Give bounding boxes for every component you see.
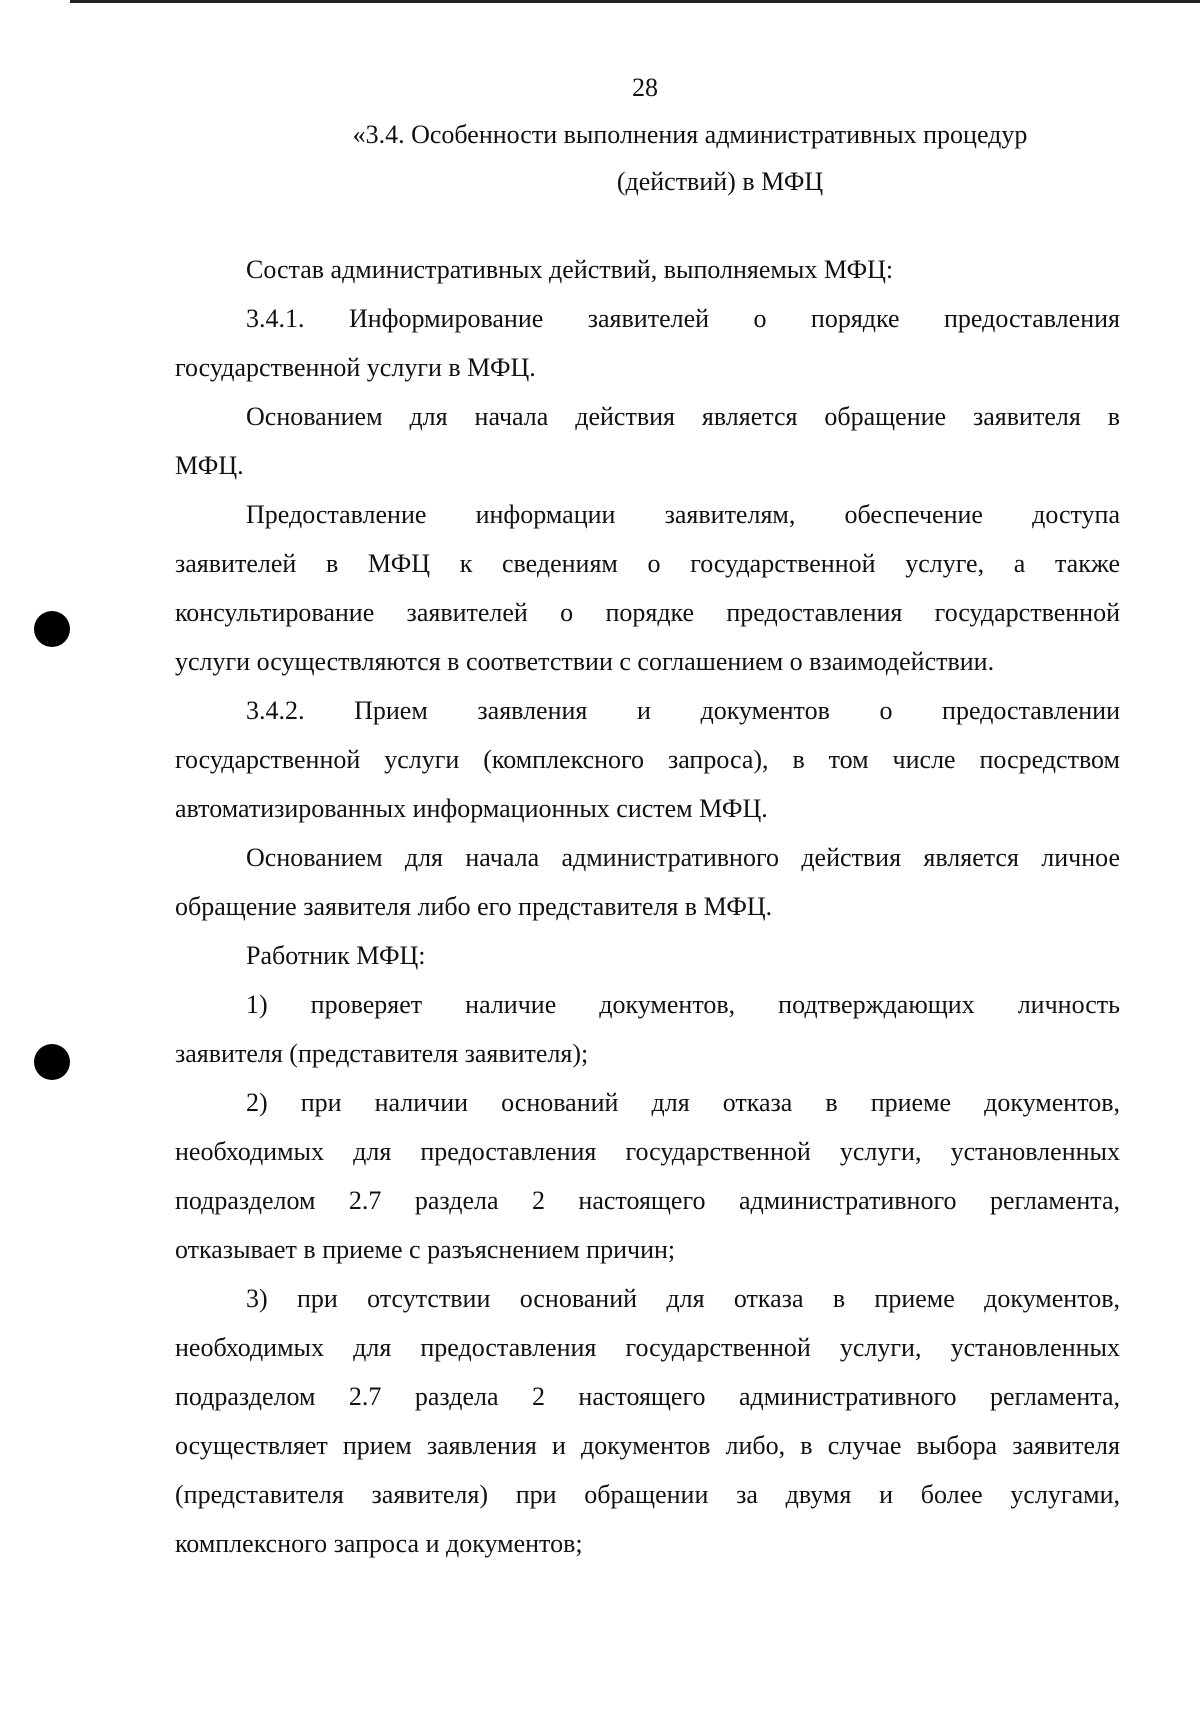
paragraph-line: 3.4.1. Информирование заявителей о порядке предоставления bbox=[246, 304, 1120, 333]
section-heading-line-2: (действий) в МФЦ bbox=[616, 167, 824, 196]
paragraph-line: подразделом 2.7 раздела 2 настоящего административного регламента, bbox=[175, 1382, 1120, 1411]
paragraph-line: 3.4.2. Прием заявления и документов о предоставлении bbox=[246, 696, 1120, 725]
paragraph-line: необходимых для предоставления государственной услуги, установленных bbox=[175, 1333, 1120, 1362]
paragraph-line: государственной услуги (комплексного запроса), в том числе посредством bbox=[175, 745, 1120, 774]
paragraph-line: подразделом 2.7 раздела 2 настоящего административного регламента, bbox=[175, 1186, 1120, 1215]
top-edge-line bbox=[70, 0, 1200, 3]
paragraph-line: автоматизированных информационных систем МФЦ. bbox=[175, 794, 768, 823]
paragraph-line: 2) при наличии оснований для отказа в приеме документов, bbox=[246, 1088, 1120, 1117]
paragraph-line: заявителя (представителя заявителя); bbox=[175, 1039, 589, 1068]
paragraph-line: Состав административных действий, выполняемых МФЦ: bbox=[246, 255, 894, 284]
paragraph-line: отказывает в приеме с разъяснением причин; bbox=[175, 1235, 676, 1264]
paragraph-line: 1) проверяет наличие документов, подтверждающих личность bbox=[246, 990, 1120, 1019]
paragraph-line: заявителей в МФЦ к сведениям о государственной услуге, а также bbox=[175, 549, 1120, 578]
paragraph-line: осуществляет прием заявления и документов либо, в случае выбора заявителя bbox=[175, 1431, 1120, 1460]
paragraph-line: (представителя заявителя) при обращении за двумя и более услугами, bbox=[175, 1480, 1120, 1509]
paragraph-line: комплексного запроса и документов; bbox=[175, 1529, 583, 1558]
paragraph-line: Основанием для начала действия является обращение заявителя в bbox=[246, 402, 1120, 431]
paragraph-line: государственной услуги в МФЦ. bbox=[175, 353, 536, 382]
paragraph-line: Предоставление информации заявителям, обеспечение доступа bbox=[246, 500, 1120, 529]
paragraph-line: обращение заявителя либо его представителя в МФЦ. bbox=[175, 892, 773, 921]
paragraph-line: МФЦ. bbox=[175, 451, 244, 480]
paragraph-line: Работник МФЦ: bbox=[246, 941, 426, 970]
paragraph-line: необходимых для предоставления государственной услуги, установленных bbox=[175, 1137, 1120, 1166]
paragraph-line: услуги осуществляются в соответствии с соглашением о взаимодействии. bbox=[175, 647, 995, 676]
punch-hole-upper bbox=[34, 611, 70, 647]
paragraph-line: консультирование заявителей о порядке предоставления государственной bbox=[175, 598, 1120, 627]
paragraph-line: Основанием для начала административного действия является личное bbox=[246, 843, 1120, 872]
section-heading-line-1: «3.4. Особенности выполнения административных процедур bbox=[352, 120, 1028, 149]
punch-hole-lower bbox=[34, 1044, 70, 1080]
page-number: 28 bbox=[632, 73, 658, 102]
paragraph-line: 3) при отсутствии оснований для отказа в приеме документов, bbox=[246, 1284, 1120, 1313]
